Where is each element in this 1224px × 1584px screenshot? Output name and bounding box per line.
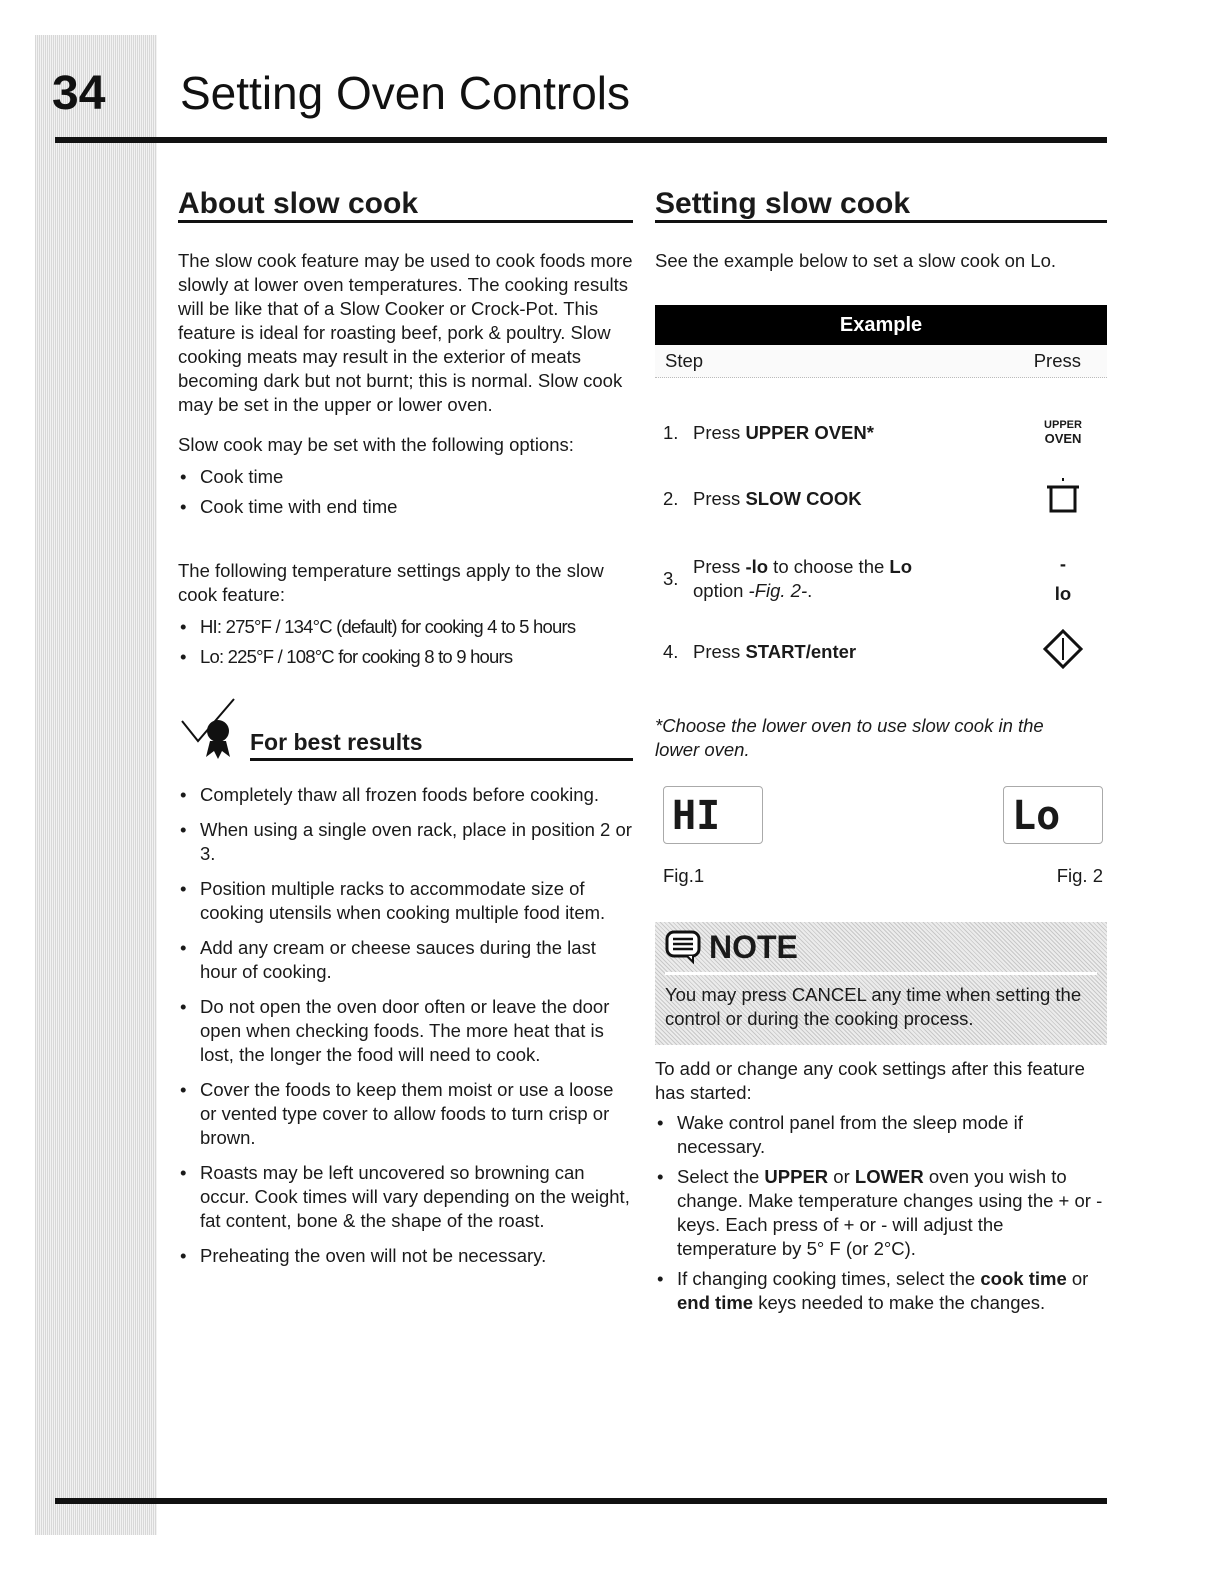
best-results-header (178, 697, 633, 761)
best-item: • Preheating the oven will not be necessary. (178, 1244, 633, 1268)
step-row: 4. Press START/enter (655, 624, 1107, 680)
options-intro: Slow cook may be set with the following options: (178, 434, 574, 455)
change-item: • Wake control panel from the sleep mode if necessary. (655, 1111, 1107, 1159)
best-item: • Cover the foods to keep them moist or use a loose or vented type cover to allow foods to turn crisp or brown. (178, 1078, 633, 1150)
temp-item: • HI: 275°F / 134°C (default) for cooking 4 to 5 hours (178, 615, 633, 639)
example-title: Example (655, 305, 1107, 345)
page-number: 34 (52, 67, 106, 120)
example-columns (655, 345, 1107, 378)
step-row: 2. Press SLOW COOK (655, 464, 1107, 534)
temp-item: • Lo: 225°F / 108°C for cooking 8 to 9 hours (178, 645, 633, 669)
top-rule (55, 137, 1107, 143)
change-item: • If changing cooking times, select the cook time or end time keys needed to make the changes. (655, 1267, 1107, 1315)
best-item: • Roasts may be left uncovered so browning can occur. Cook times will vary depending on the weight, fat content, bone & the shape of the roast. (178, 1161, 633, 1233)
example-table (655, 305, 1107, 680)
left-column (178, 187, 633, 1274)
page-title: Setting Oven Controls (180, 67, 631, 119)
best-item: • Add any cream or cheese sauces during the last hour of cooking. (178, 936, 633, 984)
col-step: Step (665, 350, 704, 371)
temps-intro: The following temperature settings apply to the slow cook feature: (178, 560, 604, 605)
best-item: • Position multiple racks to accommodate size of cooking utensils when cooking multiple food item. (178, 877, 633, 925)
note-box (655, 922, 1107, 1045)
bottom-rule (55, 1498, 1107, 1504)
step-row: 1. Press UPPER OVEN* UPPER OVEN (663, 419, 1082, 446)
fig2 (1003, 786, 1103, 888)
step-row: 3. Press -lo to choose the Lo option -Fig. 2-. - lo (655, 534, 1107, 624)
col-press: Press (1033, 350, 1081, 371)
lo-key: - lo (1054, 553, 1072, 604)
about-heading: About slow cook (178, 192, 633, 223)
side-band (35, 35, 157, 1535)
note-text: You may press CANCEL any time when setting the control or during the cooking process. (665, 984, 1082, 1029)
slow-cook-pot-icon (1043, 476, 1083, 522)
fig2-caption: Fig. 2 (1056, 865, 1103, 886)
upper-oven-key: UPPER OVEN (1044, 419, 1082, 446)
best-results-heading: For best results (250, 730, 633, 761)
figures (655, 786, 1107, 888)
about-intro: The slow cook feature may be used to cook foods more slowly at lower oven temperatures. The cooking results will be like that of a Slow Cooker or Crock-Pot. This feature is ideal for roasting beef, pork & poultry. Slow cooking meats may result in the exterior of meats becoming dark but not burnt; this is normal. Slow cook may be set in the upper or lower oven. (178, 250, 633, 415)
change-intro: To add or change any cook settings after this feature has started: (655, 1058, 1085, 1103)
ribbon-check-icon (178, 697, 242, 761)
best-item: • When using a single oven rack, place in position 2 or 3. (178, 818, 633, 866)
note-title: NOTE (709, 929, 798, 965)
lo-display: Lo (1003, 786, 1103, 844)
fig1 (663, 786, 763, 888)
right-column (655, 187, 1107, 1321)
setting-heading: Setting slow cook (655, 192, 1107, 223)
fig1-caption: Fig.1 (663, 865, 705, 886)
hi-display: HI (663, 786, 763, 844)
option-item: • Cook time (178, 465, 633, 489)
option-item: • Cook time with end time (178, 495, 633, 519)
best-item: • Completely thaw all frozen foods before cooking. (178, 783, 633, 807)
setting-intro: See the example below to set a slow cook on Lo. (655, 250, 1057, 271)
note-speech-icon (665, 930, 701, 964)
footnote: *Choose the lower oven to use slow cook in the lower oven. (655, 715, 1044, 760)
change-item: • Select the UPPER or LOWER oven you wish to change. Make temperature changes using the + or - keys. Each press of + or - will adjust the temperature by 5° F (or 2°C). (655, 1165, 1107, 1261)
start-diamond-icon (1043, 629, 1083, 675)
best-item: • Do not open the oven door often or leave the door open when checking foods. The more heat that is lost, the longer the food will need to cook. (178, 995, 633, 1067)
